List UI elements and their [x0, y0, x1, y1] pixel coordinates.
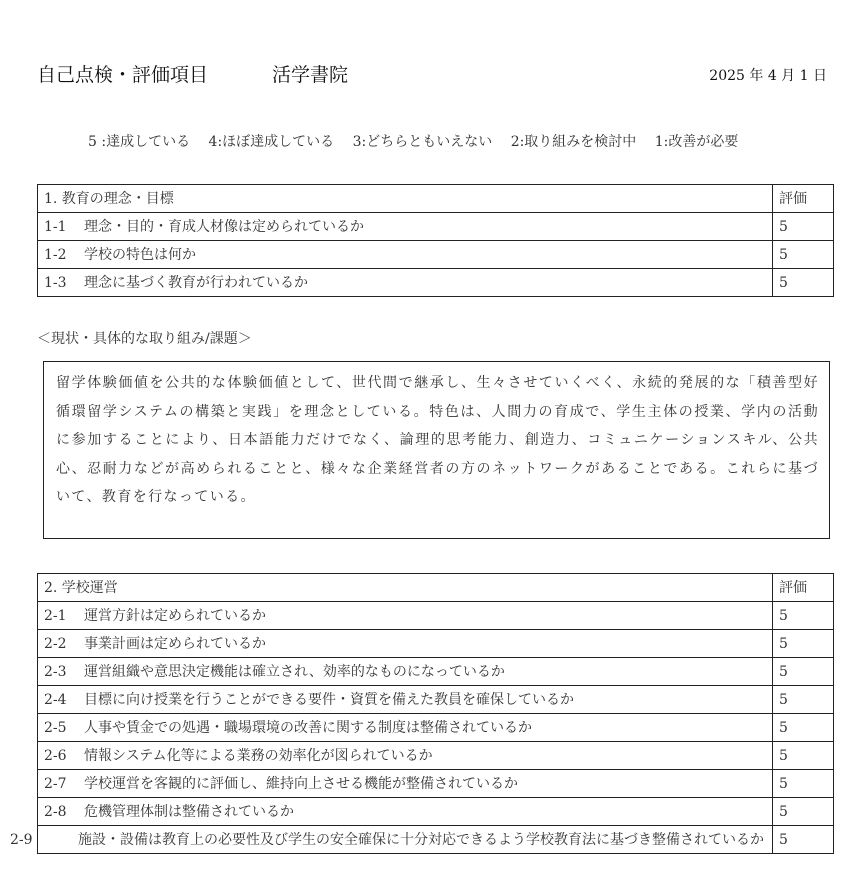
question-cell — [38, 714, 773, 742]
score-cell: 5 — [773, 770, 834, 798]
legend-item-5: 5 :達成している — [88, 134, 191, 150]
item-number: 2-3 — [44, 663, 67, 680]
school-name: 活学書院 — [272, 64, 349, 86]
item-number: 1-3 — [44, 274, 67, 291]
score-cell: 5 — [773, 213, 834, 241]
item-number: 2-2 — [44, 635, 67, 652]
table-header-row — [38, 574, 834, 602]
legend-item-1: 1:改善が必要 — [654, 134, 739, 150]
current-status-text: 留学体験価値を公共的な体験価値として、世代間で継承し、生々させていくべく、永続的発展的な「積善型好循環留学システムの構築と実践」を理念としている。特色は、人間力の育成で、学生主体の授業、学内の活動に参加することにより、日本語能力だけでなく、論理的思考能力、創造力、コミュニケーションスキル、公共心、忍耐力などが高められることと、様々な企業経営者の方のネットワークがあることである。これらに基づいて、教育を行なっている。 — [43, 361, 830, 539]
score-cell: 5 — [773, 826, 834, 854]
score-cell: 5 — [773, 742, 834, 770]
item-question: 理念・目的・育成人材像は定められているか — [84, 218, 364, 235]
item-question: 理念に基づく教育が行われているか — [84, 274, 308, 291]
item-question: 情報システム化等による業務の効率化が図られているか — [84, 747, 433, 764]
section-2-table — [10, 573, 834, 854]
item-number: 2-1 — [44, 607, 67, 624]
question-cell — [38, 798, 773, 826]
table-row — [38, 630, 834, 658]
item-number: 2-7 — [44, 775, 67, 792]
score-cell: 5 — [773, 658, 834, 686]
question-cell — [38, 658, 773, 686]
page-title: 自己点検・評価項目 — [37, 64, 209, 86]
legend-item-3: 3:どちらともいえない — [352, 134, 493, 150]
item-question: 施設・設備は教育上の必要性及び学生の安全確保に十分対応できるよう学校教育法に基づき整備されているか — [78, 831, 764, 848]
table-row — [38, 714, 834, 742]
section-1-title: 1. 教育の理念・目標 — [38, 185, 773, 213]
item-question: 目標に向け授業を行うことができる要件・資質を備えた教員を確保しているか — [84, 691, 574, 708]
page-header — [37, 60, 827, 88]
question-cell — [38, 630, 773, 658]
score-cell: 5 — [773, 686, 834, 714]
score-cell: 5 — [773, 714, 834, 742]
section-1-table — [37, 184, 834, 297]
table-row — [38, 602, 834, 630]
table-header-row — [38, 185, 834, 213]
question-cell — [38, 742, 773, 770]
table-row — [38, 269, 834, 297]
rating-legend — [88, 131, 752, 151]
question-cell — [38, 602, 773, 630]
current-status-label: ＜現状・具体的な取り組み/課題＞ — [37, 331, 252, 347]
item-question: 学校運営を客観的に評価し、維持向上させる機能が整備されているか — [84, 775, 518, 792]
table-row — [38, 742, 834, 770]
item-question: 運営方針は定められているか — [84, 607, 266, 624]
table-row — [38, 686, 834, 714]
table-row — [38, 658, 834, 686]
question-cell — [10, 826, 773, 854]
item-number: 2-9 — [10, 831, 33, 848]
section-2-title: 2. 学校運営 — [38, 574, 773, 602]
score-header: 評価 — [773, 185, 834, 213]
legend-item-2: 2:取り組みを検討中 — [510, 134, 637, 150]
question-cell — [38, 770, 773, 798]
item-question: 学校の特色は何か — [84, 246, 196, 263]
score-header: 評価 — [773, 574, 834, 602]
item-number: 1-2 — [44, 246, 67, 263]
item-question: 運営組織や意思決定機能は確立され、効率的なものになっているか — [84, 663, 505, 680]
table-row — [38, 798, 834, 826]
table-row — [38, 213, 834, 241]
item-number: 2-8 — [44, 803, 67, 820]
item-number: 2-4 — [44, 691, 67, 708]
table-row — [38, 241, 834, 269]
question-cell — [38, 213, 773, 241]
legend-item-4: 4:ほぼ達成している — [208, 134, 335, 150]
table-row — [38, 826, 834, 854]
score-cell: 5 — [773, 798, 834, 826]
item-question: 事業計画は定められているか — [84, 635, 266, 652]
score-cell: 5 — [773, 241, 834, 269]
item-question: 危機管理体制は整備されているか — [84, 803, 294, 820]
score-cell: 5 — [773, 630, 834, 658]
question-cell — [38, 241, 773, 269]
item-number: 1-1 — [44, 218, 67, 235]
table-row — [38, 770, 834, 798]
item-number: 2-5 — [44, 719, 67, 736]
item-question: 人事や賃金での処遇・職場環境の改善に関する制度は整備されているか — [84, 719, 532, 736]
item-number: 2-6 — [44, 747, 67, 764]
score-cell: 5 — [773, 602, 834, 630]
question-cell — [38, 686, 773, 714]
question-cell — [38, 269, 773, 297]
score-cell: 5 — [773, 269, 834, 297]
document-date: 2025 年 4 月 1 日 — [709, 68, 827, 84]
